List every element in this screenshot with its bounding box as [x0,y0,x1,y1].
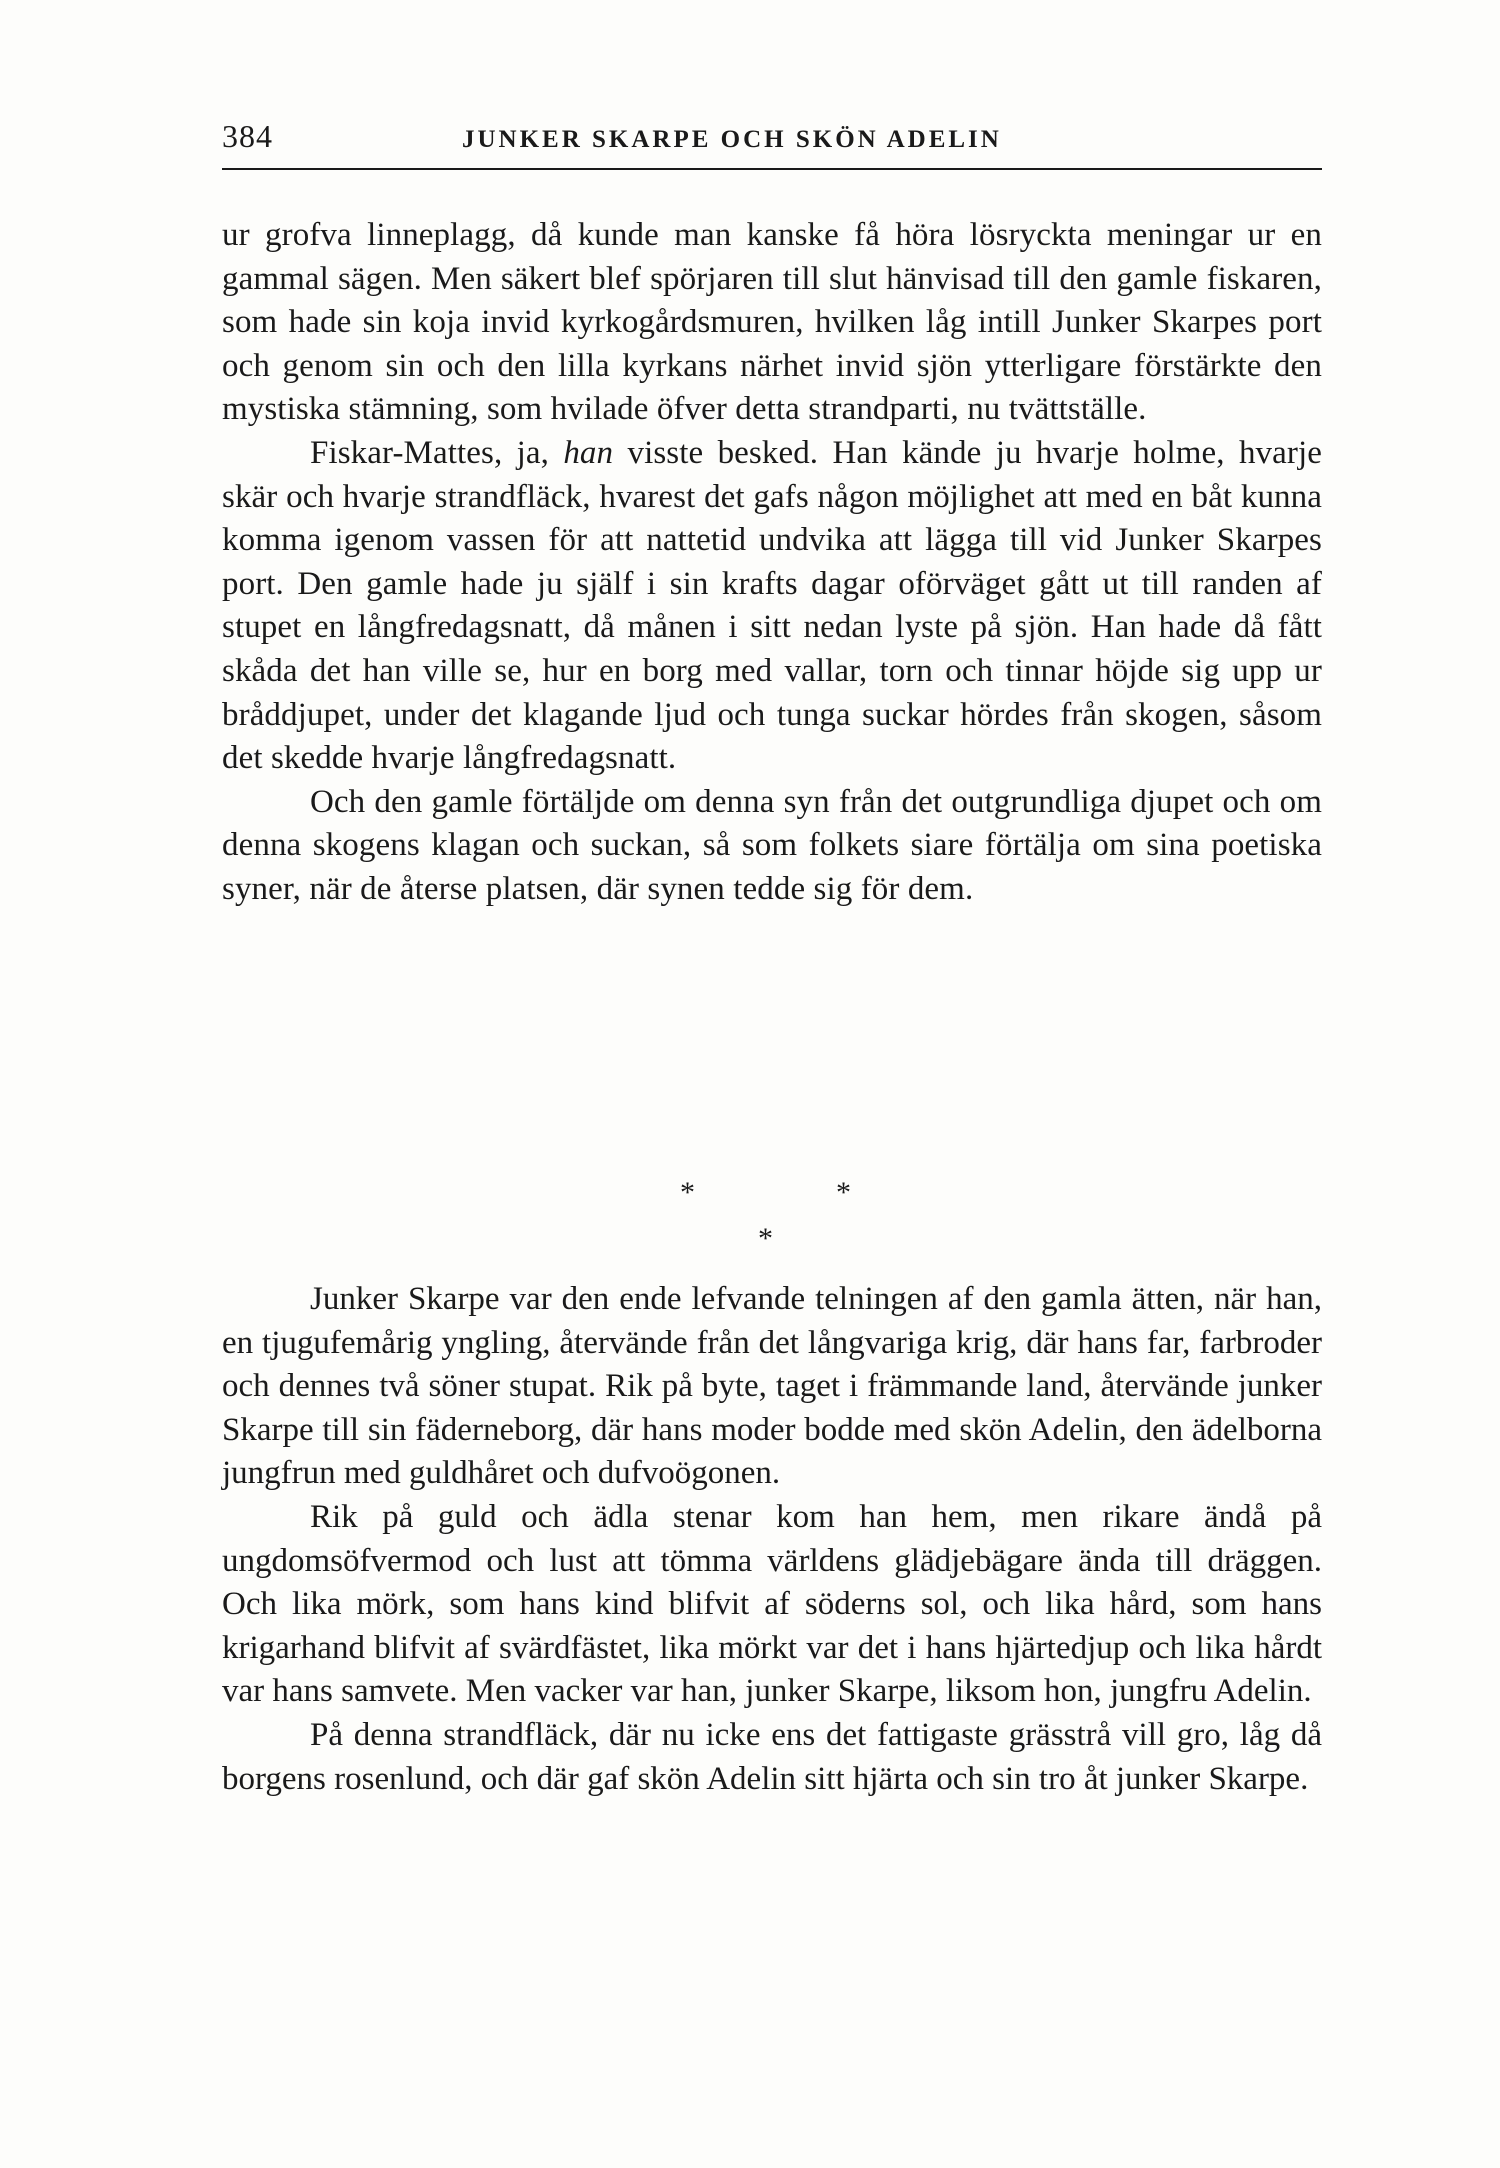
paragraph-2-emphasis: han [563,434,614,471]
paragraph-4: Junker Skarpe var den ende lefvande telningen af den gamla ätten, när han, en tjugufemårig yngling, återvände från det långvariga krig, där hans far, farbroder och dennes två söner stupat. Rik på byte, taget i främmande land, återvände junker Skarpe till sin fäderneborg, där hans moder bodde med skön Adelin, den ädelborna jungfrun med guldhåret och dufvoögonen. [222,1281,1322,1492]
paragraph-6: På denna strandfläck, där nu icke ens det fattigaste grässtrå vill gro, låg då borgens rosenlund, och där gaf skön Adelin sitt hjärta och sin tro åt junker Skarpe. [222,1716,1322,1797]
page-header [222,118,1322,168]
paragraph-2-rest: visste besked. Han kände ju hvarje holme, hvarje skär och hvarje strandfläck, hvarest det gafs någon möjlighet att med en båt kunna komma igenom vassen för att nattetid undvika att lägga till vid Junker Skarpes port. Den gamle hade ju själf i sin krafts dagar oförväget gått ut till randen af stupet en långfredagsnatt, då månen i sitt nedan lyste på sjön. Han hade då fått skåda det han ville se, hur en borg med vallar, torn och tinnar höjde sig upp ur bråddjupet, under det klagande ljud och tunga suckar hördes från skogen, såsom det skedde hvarje långfredagsnatt. [222,434,1322,777]
running-title: JUNKER SKARPE OCH SKÖN ADELIN [462,126,1002,153]
section-two [222,1278,1322,1801]
asterisk-1: * [680,1176,695,1209]
asterisk-3: * [758,1222,773,1255]
paragraph-1: ur grofva linneplagg, då kunde man kanske få höra lösryckta meningar ur en gammal sägen. Men säkert blef spörjaren till slut hänvisad till den gamle fiskaren, som hade sin koja invid kyrkogårdsmuren, hvilken låg intill Junker Skarpes port och genom sin och den lilla kyrkans närhet invid sjön ytterligare förstärkte den mystiska stämning, som hvilade öfver detta strandparti, nu tvättställe. [222,217,1322,428]
section-one [222,214,1322,912]
page-number: 384 [222,118,273,154]
asterisk-2: * [836,1176,851,1209]
paragraph-5: Rik på guld och ädla stenar kom han hem, men rikare ändå på ungdomsöfvermod och lust att tömma världens glädjebägare ända till dräggen. Och lika mörk, som hans kind blifvit af söderns sol, och lika hård, som hans krigarhand blifvit af svärdfästet, lika mörkt var det i hans hjärtedjup och lika hårdt var hans samvete. Men vacker var han, junker Skarpe, liksom hon, jungfru Adelin. [222,1498,1322,1710]
paragraph-3: Och den gamle förtäljde om denna syn från det outgrundliga djupet och om denna skogens klagan och suckan, så som folkets siare förtälja om sina poetiska syner, när de återse platsen, där synen tedde sig för dem. [222,783,1322,907]
paragraph-2-start: Fiskar-Mattes, ja, [310,434,564,471]
section-break-asterism [222,1178,1322,1258]
paragraph-2 [222,432,1322,781]
header-rule [222,168,1322,170]
